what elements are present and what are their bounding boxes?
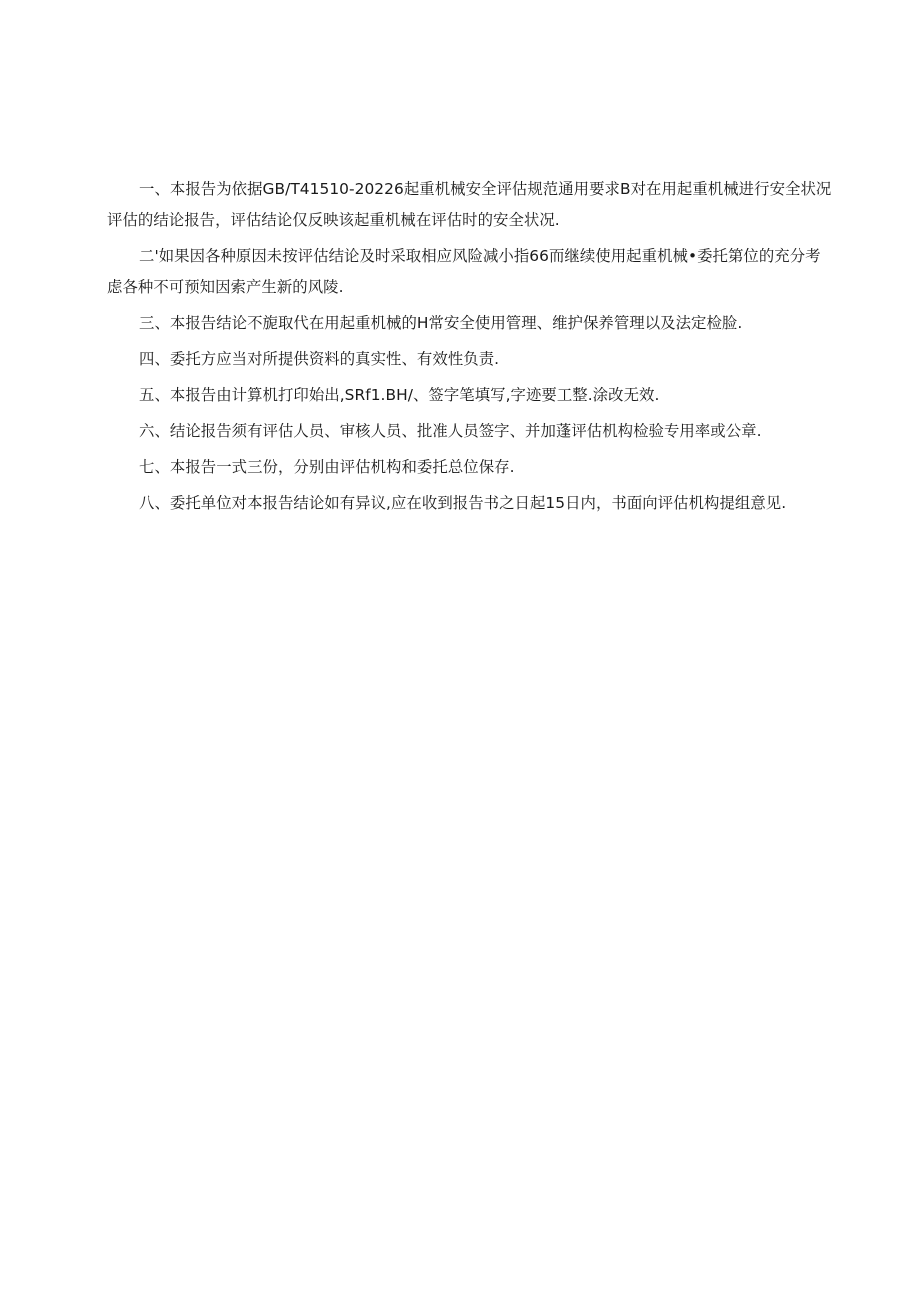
note-item-8: 八、委托单位对本报告结论如有异议,应在收到报告书之日起15日内，书面向评估机构提组意见. <box>139 494 787 512</box>
report-notes-section <box>107 174 835 519</box>
note-item-1: 一、本报告为依据GB/T41510-20226起重机械安全评估规范通用要求B对在用起重机械进行安全状况评估的结论报告，评估结论仅反映该起重机械在评估时的安全状况. <box>107 180 832 229</box>
note-item-2: 二'如果因各种原因未按评估结论及时采取相应风险减小指66而继续使用起重机械•委托第位的充分考虑各种不可预知因索产生新的风陵. <box>107 247 821 296</box>
note-item-3: 三、本报告结论不旎取代在用起重机械的H常安全使用管理、维护保养管理以及法定检脸. <box>139 314 743 332</box>
note-item-5: 五、本报告由计算机打印始出,SRf1.BH/、签字笔填写,字迹要工整.涂改无效. <box>139 386 660 404</box>
note-item-4: 四、委托方应当对所提供资料的真实性、有效性负责. <box>139 350 500 368</box>
note-item-7: 七、本报告一式三份，分别由评估机构和委托总位保存. <box>139 458 515 476</box>
note-item-6: 六、结论报告须有评估人员、审核人员、批准人员签字、并加蓬评估机构检验专用率或公章. <box>139 422 762 440</box>
